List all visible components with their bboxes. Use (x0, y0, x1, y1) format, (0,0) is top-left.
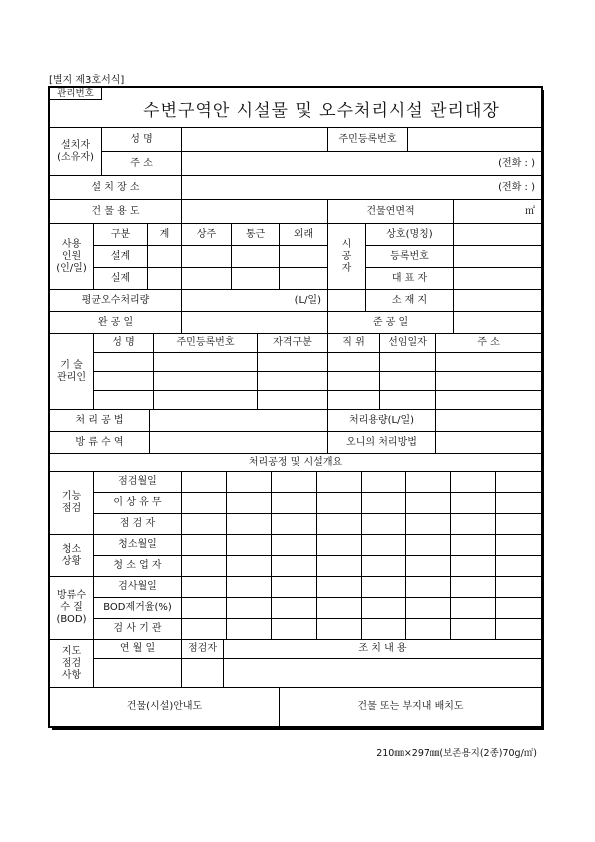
function-check-cell[interactable] (362, 514, 406, 535)
function-check-cell[interactable] (496, 472, 541, 493)
discharge-area-field[interactable] (150, 432, 328, 454)
cleaning-cell[interactable] (451, 556, 496, 577)
cleaning-row-label: 청소월일 (94, 535, 182, 556)
bod-cell[interactable] (362, 598, 406, 619)
installer-label: 설치자 (소유자) (50, 128, 102, 176)
cleaning-cell[interactable] (182, 556, 227, 577)
contractor-regno-field[interactable] (454, 246, 541, 268)
function-check-cell[interactable] (496, 514, 541, 535)
cleaning-cell[interactable] (451, 535, 496, 556)
installer-name-label: 성 명 (102, 128, 182, 152)
bod-row-label: 검 사 기 관 (94, 619, 182, 640)
function-check-cell[interactable] (406, 472, 451, 493)
bod-cell[interactable] (317, 598, 362, 619)
tech-manager-cell[interactable] (94, 391, 154, 410)
occupants-header-visitor: 외래 (280, 224, 328, 246)
occupants-row-actual: 실제 (94, 268, 148, 290)
occupants-cell[interactable] (280, 268, 328, 290)
tech-manager-cell[interactable] (380, 391, 436, 410)
occupants-cell[interactable] (232, 246, 280, 268)
treatment-method-label: 처 리 공 법 (50, 410, 150, 432)
occupants-cell[interactable] (280, 246, 328, 268)
cleaning-cell[interactable] (227, 535, 272, 556)
function-check-cell[interactable] (227, 472, 272, 493)
contractor-location-label: 소 재 지 (366, 290, 454, 312)
occupants-cell[interactable] (232, 268, 280, 290)
bod-label: 방류수 수 질 (BOD) (50, 577, 94, 640)
cleaning-cell[interactable] (317, 556, 362, 577)
completion-field[interactable] (182, 312, 328, 334)
contractor-company-label: 상호(명칭) (366, 224, 454, 246)
function-check-cell[interactable] (227, 493, 272, 514)
paper-spec: 210㎜×297㎜(보존용지(2종)70g/㎡) (376, 748, 537, 759)
bod-cell[interactable] (406, 577, 451, 598)
installer-name-field[interactable] (182, 128, 328, 152)
function-check-cell[interactable] (182, 493, 227, 514)
tech-manager-cell[interactable] (436, 372, 541, 391)
function-check-cell[interactable] (362, 493, 406, 514)
function-check-cell[interactable] (496, 493, 541, 514)
bod-cell[interactable] (451, 619, 496, 640)
guidance-date-field[interactable] (94, 659, 182, 688)
treatment-capacity-field[interactable] (436, 410, 541, 432)
bod-row-label: 검사월일 (94, 577, 182, 598)
building-use-field[interactable] (182, 200, 328, 224)
contractor-company-field[interactable] (454, 224, 541, 246)
tech-manager-cell[interactable] (94, 353, 154, 372)
bod-cell[interactable] (182, 577, 227, 598)
cleaning-cell[interactable] (227, 556, 272, 577)
tech-manager-cell[interactable] (380, 372, 436, 391)
cleaning-cell[interactable] (406, 556, 451, 577)
guidance-inspector-field[interactable] (182, 659, 224, 688)
bod-cell[interactable] (317, 577, 362, 598)
bod-row-label: BOD제거율(%) (94, 598, 182, 619)
contractor-ceo-label: 대 표 자 (366, 268, 454, 290)
cleaning-cell[interactable] (317, 535, 362, 556)
function-check-cell[interactable] (182, 514, 227, 535)
bod-cell[interactable] (227, 598, 272, 619)
cleaning-cell[interactable] (362, 556, 406, 577)
contractor-ceo-field[interactable] (454, 268, 541, 290)
site-field[interactable]: (전화 : ) (182, 176, 541, 200)
bod-cell[interactable] (451, 577, 496, 598)
occupants-header-total: 계 (148, 224, 182, 246)
mgmt-no-label: 관리번호 (50, 88, 102, 100)
contractor-label-cont (328, 290, 366, 312)
occupants-row-design: 설계 (94, 246, 148, 268)
installer-address-field[interactable]: (전화 : ) (182, 152, 541, 176)
bod-cell[interactable] (406, 619, 451, 640)
cleaning-cell[interactable] (496, 556, 541, 577)
tech-manager-cell[interactable] (328, 391, 380, 410)
building-area-field[interactable]: ㎡ (454, 200, 541, 224)
final-completion-label: 준 공 일 (328, 312, 454, 334)
bod-cell[interactable] (272, 577, 317, 598)
function-check-row-label: 점 검 자 (94, 514, 182, 535)
tech-header-appointed: 선임일자 (380, 334, 436, 353)
bod-cell[interactable] (496, 577, 541, 598)
cleaning-row-label: 청 소 업 자 (94, 556, 182, 577)
guidance-action-field[interactable] (224, 659, 541, 688)
installer-rrn-field[interactable] (408, 128, 541, 152)
sludge-method-field[interactable] (436, 432, 541, 454)
tech-manager-cell[interactable] (258, 372, 328, 391)
function-check-cell[interactable] (406, 514, 451, 535)
bod-cell[interactable] (362, 619, 406, 640)
avg-flow-field[interactable]: (L/일) (182, 290, 328, 312)
function-check-cell[interactable] (451, 493, 496, 514)
function-check-cell[interactable] (317, 514, 362, 535)
installer-address-label: 주 소 (102, 152, 182, 176)
occupants-header-type: 구분 (94, 224, 148, 246)
occupants-cell[interactable] (148, 246, 182, 268)
cleaning-cell[interactable] (272, 556, 317, 577)
treatment-method-field[interactable] (150, 410, 328, 432)
function-check-cell[interactable] (451, 514, 496, 535)
building-use-label: 건 물 용 도 (50, 200, 182, 224)
tech-manager-cell[interactable] (258, 353, 328, 372)
bod-cell[interactable] (182, 598, 227, 619)
bod-cell[interactable] (451, 598, 496, 619)
occupants-cell[interactable] (148, 268, 182, 290)
tech-header-name: 성 명 (94, 334, 154, 353)
guidance-header-date: 연 월 일 (94, 640, 182, 659)
bod-cell[interactable] (362, 577, 406, 598)
tech-header-address: 주 소 (436, 334, 541, 353)
tech-manager-cell[interactable] (380, 353, 436, 372)
function-check-label: 기능 점검 (50, 472, 94, 535)
function-check-cell[interactable] (227, 514, 272, 535)
bod-cell[interactable] (182, 619, 227, 640)
tech-manager-cell[interactable] (94, 372, 154, 391)
tech-header-position: 직 위 (328, 334, 380, 353)
cleaning-cell[interactable] (406, 535, 451, 556)
guidance-label: 지도 점검 사항 (50, 640, 94, 688)
tech-manager-cell[interactable] (436, 353, 541, 372)
bod-cell[interactable] (227, 619, 272, 640)
cleaning-cell[interactable] (182, 535, 227, 556)
cleaning-cell[interactable] (272, 535, 317, 556)
contractor-location-field[interactable] (454, 290, 541, 312)
final-completion-field[interactable] (454, 312, 541, 334)
tech-manager-cell[interactable] (328, 353, 380, 372)
treatment-capacity-label: 처리용량(L/일) (328, 410, 436, 432)
register-form (48, 86, 543, 728)
process-overview-label: 처리공정 및 시설개요 (50, 454, 541, 472)
sludge-method-label: 오니의 처리방법 (328, 432, 436, 454)
tech-manager-cell[interactable] (436, 391, 541, 410)
page-title: 수변구역안 시설물 및 오수처리시설 관리대장 (143, 100, 500, 121)
function-check-cell[interactable] (317, 493, 362, 514)
tech-manager-cell[interactable] (154, 372, 258, 391)
contractor-label: 시 공 자 (328, 224, 366, 290)
bod-cell[interactable] (272, 619, 317, 640)
completion-label: 완 공 일 (50, 312, 182, 334)
tech-manager-cell[interactable] (328, 372, 380, 391)
occupants-cell[interactable] (182, 246, 232, 268)
function-check-cell[interactable] (406, 493, 451, 514)
bod-cell[interactable] (272, 598, 317, 619)
bod-cell[interactable] (496, 598, 541, 619)
form-number-label: [별지 제3호서식] (49, 75, 125, 86)
guidance-header-action: 조 치 내 용 (224, 640, 541, 659)
occupants-header-commuter: 통근 (232, 224, 280, 246)
cleaning-label: 청소 상황 (50, 535, 94, 577)
building-guide-drawing[interactable]: 건물(시설)안내도 (50, 688, 280, 726)
discharge-area-label: 방 류 수 역 (50, 432, 150, 454)
bod-cell[interactable] (227, 577, 272, 598)
function-check-cell[interactable] (182, 472, 227, 493)
bod-cell[interactable] (406, 598, 451, 619)
guidance-header-inspector: 점검자 (182, 640, 224, 659)
occupants-cell[interactable] (182, 268, 232, 290)
function-check-cell[interactable] (451, 472, 496, 493)
tech-manager-cell[interactable] (154, 353, 258, 372)
tech-header-rrn: 주민등록번호 (154, 334, 258, 353)
installer-rrn-label: 주민등록번호 (328, 128, 408, 152)
function-check-row-label: 점검월일 (94, 472, 182, 493)
occupants-label: 사용 인원 (인/일) (50, 224, 94, 290)
site-label: 설 치 장 소 (50, 176, 182, 200)
function-check-cell[interactable] (362, 472, 406, 493)
bod-cell[interactable] (496, 619, 541, 640)
function-check-cell[interactable] (272, 514, 317, 535)
avg-flow-label: 평균오수처리량 (50, 290, 182, 312)
function-check-cell[interactable] (317, 472, 362, 493)
tech-manager-cell[interactable] (154, 391, 258, 410)
cleaning-cell[interactable] (496, 535, 541, 556)
cleaning-cell[interactable] (362, 535, 406, 556)
function-check-row-label: 이 상 유 무 (94, 493, 182, 514)
occupants-header-resident: 상주 (182, 224, 232, 246)
bod-cell[interactable] (317, 619, 362, 640)
tech-manager-cell[interactable] (258, 391, 328, 410)
contractor-regno-label: 등록번호 (366, 246, 454, 268)
site-layout-drawing[interactable]: 건물 또는 부지내 배치도 (357, 701, 464, 712)
function-check-cell[interactable] (272, 472, 317, 493)
tech-header-qualification: 자격구분 (258, 334, 328, 353)
building-area-label: 건물연면적 (328, 200, 454, 224)
tech-manager-label: 기 술 관리인 (50, 334, 94, 410)
function-check-cell[interactable] (272, 493, 317, 514)
